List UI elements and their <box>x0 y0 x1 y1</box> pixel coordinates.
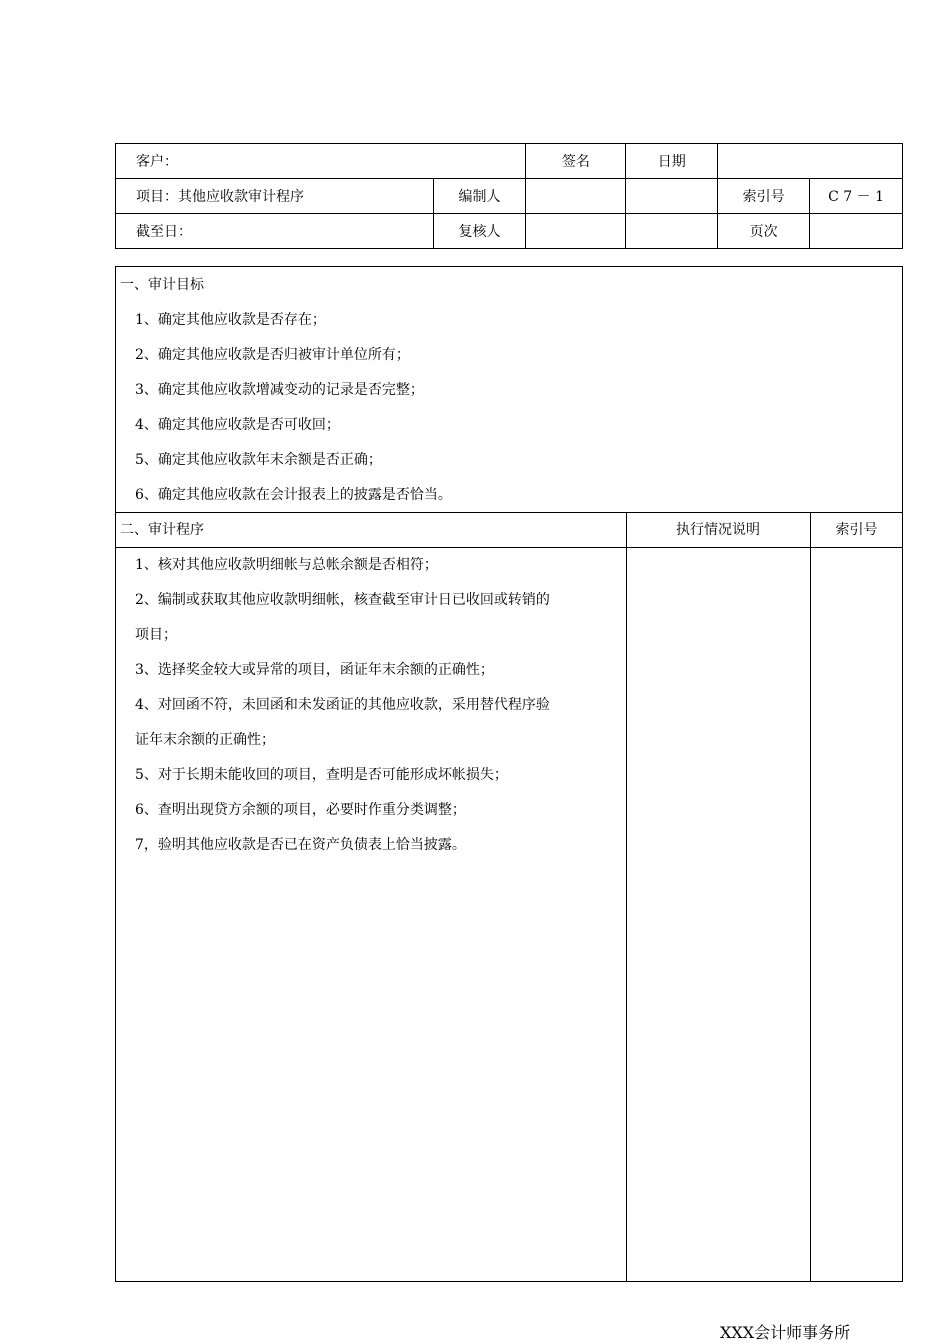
reviewer-date-field[interactable] <box>626 214 718 249</box>
page-value-field[interactable] <box>810 214 903 249</box>
header-row-client <box>116 144 903 179</box>
header-row-cutoff <box>116 214 903 249</box>
signature-header-cell <box>526 144 626 179</box>
procedure-line: 1、核对其他应收款明细帐与总帐余额是否相符； <box>135 557 438 573</box>
objectives-title: 一、审计目标 <box>120 277 204 293</box>
reviewer-signature-field[interactable] <box>526 214 626 249</box>
procedure-line: 4、对回函不符，未回函和未发函证的其他应收款，采用替代程序验 <box>135 697 550 713</box>
objective-item: 1、确定其他应收款是否存在； <box>135 312 326 328</box>
procedures-title: 二、审计程序 <box>120 522 204 538</box>
project-label: 项目：其他应收款审计程序 <box>136 189 304 205</box>
execution-column-header: 执行情况说明 <box>676 522 760 538</box>
header-table <box>115 143 903 249</box>
execution-notes-area[interactable] <box>628 549 808 1280</box>
reviewer-label: 复核人 <box>458 224 501 240</box>
project-cell <box>116 179 434 214</box>
index-column-header: 索引号 <box>835 522 878 538</box>
column-divider-execution <box>626 512 627 1282</box>
procedure-line: 项目； <box>135 627 177 643</box>
objective-item: 6、确定其他应收款在会计报表上的披露是否恰当。 <box>135 487 452 503</box>
divider-objectives-procedures <box>115 512 903 513</box>
client-cell <box>116 144 526 179</box>
objective-item: 5、确定其他应收款年末余额是否正确； <box>135 452 382 468</box>
procedure-line: 证年末余额的正确性； <box>135 732 275 748</box>
objective-item: 2、确定其他应收款是否归被审计单位所有； <box>135 347 410 363</box>
blank-header-cell <box>718 144 903 179</box>
index-label: 索引号 <box>742 189 785 205</box>
cutoff-label: 截至日： <box>136 224 192 240</box>
procedure-line: 6、查明出现贷方余额的项目，必要时作重分类调整； <box>135 802 466 818</box>
procedure-line: 2、编制或获取其他应收款明细帐，核查截至审计日已收回或转销的 <box>135 592 550 608</box>
preparer-signature-field[interactable] <box>526 179 626 214</box>
header-row-project <box>116 179 903 214</box>
firm-name: XXX会计师事务所 <box>720 1323 851 1342</box>
index-value-cell <box>810 179 903 214</box>
reviewer-cell <box>433 214 526 249</box>
cutoff-cell <box>116 214 434 249</box>
page-label-cell <box>718 214 810 249</box>
client-label: 客户： <box>136 154 178 170</box>
page-label: 页次 <box>749 224 778 240</box>
index-value: C 7 － 1 <box>828 189 884 205</box>
index-label-cell <box>718 179 810 214</box>
objective-item: 4、确定其他应收款是否可收回； <box>135 417 340 433</box>
signature-label: 签名 <box>561 154 590 170</box>
date-header-cell <box>626 144 718 179</box>
preparer-date-field[interactable] <box>626 179 718 214</box>
procedure-line: 5、对于长期未能收回的项目，查明是否可能形成坏帐损失； <box>135 767 508 783</box>
column-divider-index <box>810 512 811 1282</box>
procedure-index-area[interactable] <box>812 549 901 1280</box>
objective-item: 3、确定其他应收款增减变动的记录是否完整； <box>135 382 424 398</box>
procedure-line: 7，验明其他应收款是否已在资产负债表上恰当披露。 <box>135 837 466 853</box>
procedure-line: 3、选择奖金较大或异常的项目，函证年末余额的正确性； <box>135 662 494 678</box>
preparer-cell <box>433 179 526 214</box>
date-label: 日期 <box>657 154 686 170</box>
preparer-label: 编制人 <box>458 189 501 205</box>
divider-procedures-header <box>115 547 903 548</box>
